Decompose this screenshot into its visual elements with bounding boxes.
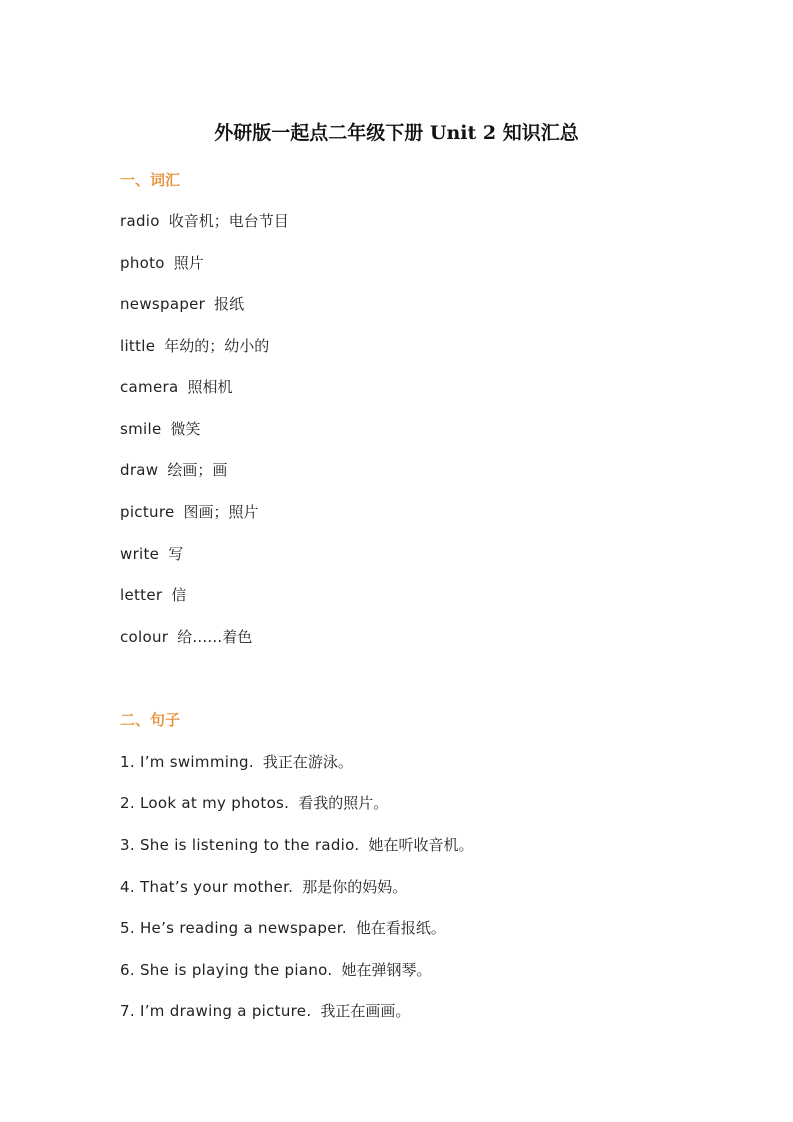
sentence-chinese: 我正在画画。 xyxy=(320,1002,411,1020)
vocab-meaning: 给……着色 xyxy=(177,628,253,646)
vocab-item xyxy=(120,251,204,275)
sentence-english: 4. That’s your mother. xyxy=(120,878,294,896)
sentence-chinese: 他在看报纸。 xyxy=(355,919,446,937)
vocab-word: radio xyxy=(120,212,160,230)
vocab-item xyxy=(120,458,227,482)
vocab-word: write xyxy=(120,545,160,563)
sentence-item xyxy=(120,791,388,815)
sentence-chinese: 她在听收音机。 xyxy=(368,836,474,854)
sentence-english: 2. Look at my photos. xyxy=(120,794,290,812)
sentence-chinese: 我正在游泳。 xyxy=(262,753,353,771)
sentence-item xyxy=(120,875,407,899)
sentence-english: 3. She is listening to the radio. xyxy=(120,836,360,854)
sentence-chinese: 那是你的妈妈。 xyxy=(302,878,408,896)
sentence-item xyxy=(120,833,473,857)
vocab-item xyxy=(120,500,259,524)
sentences-heading: 二、句子 xyxy=(120,711,181,729)
vocab-item xyxy=(120,625,252,649)
sentence-english: 6. She is playing the piano. xyxy=(120,961,333,979)
vocab-meaning: 报纸 xyxy=(214,295,245,313)
vocab-item xyxy=(120,209,289,233)
vocab-word: picture xyxy=(120,503,175,521)
vocab-item xyxy=(120,375,232,399)
sentence-item xyxy=(120,999,410,1023)
vocab-word: newspaper xyxy=(120,295,206,313)
vocab-meaning: 信 xyxy=(171,586,187,604)
sentence-english: 5. He’s reading a newspaper. xyxy=(120,919,347,937)
vocab-meaning: 照片 xyxy=(173,254,204,272)
vocab-meaning: 照相机 xyxy=(187,378,233,396)
vocabulary-heading: 一、词汇 xyxy=(120,171,181,189)
sentence-chinese: 看我的照片。 xyxy=(298,794,389,812)
vocab-meaning: 年幼的；幼小的 xyxy=(164,337,270,355)
vocab-item xyxy=(120,417,201,441)
vocab-word: camera xyxy=(120,378,179,396)
sentence-english: 1. I’m swimming. xyxy=(120,753,254,771)
vocab-word: draw xyxy=(120,461,159,479)
vocab-item xyxy=(120,292,244,316)
vocab-word: photo xyxy=(120,254,165,272)
vocab-item xyxy=(120,583,186,607)
vocab-meaning: 写 xyxy=(168,545,184,563)
vocab-item xyxy=(120,542,183,566)
sentence-item xyxy=(120,750,353,774)
vocab-meaning: 微笑 xyxy=(170,420,201,438)
vocab-word: little xyxy=(120,337,156,355)
sentence-chinese: 她在弹钢琴。 xyxy=(341,961,432,979)
vocab-word: letter xyxy=(120,586,163,604)
vocab-word: colour xyxy=(120,628,169,646)
vocab-item xyxy=(120,334,269,358)
vocab-meaning: 图画；照片 xyxy=(183,503,259,521)
vocab-meaning: 收音机；电台节目 xyxy=(168,212,289,230)
sentence-item xyxy=(120,958,431,982)
sentence-english: 7. I’m drawing a picture. xyxy=(120,1002,312,1020)
sentence-item xyxy=(120,916,446,940)
vocab-meaning: 绘画；画 xyxy=(167,461,228,479)
vocab-word: smile xyxy=(120,420,162,438)
document-title: 外研版一起点二年级下册 Unit 2 知识汇总 xyxy=(214,122,579,144)
